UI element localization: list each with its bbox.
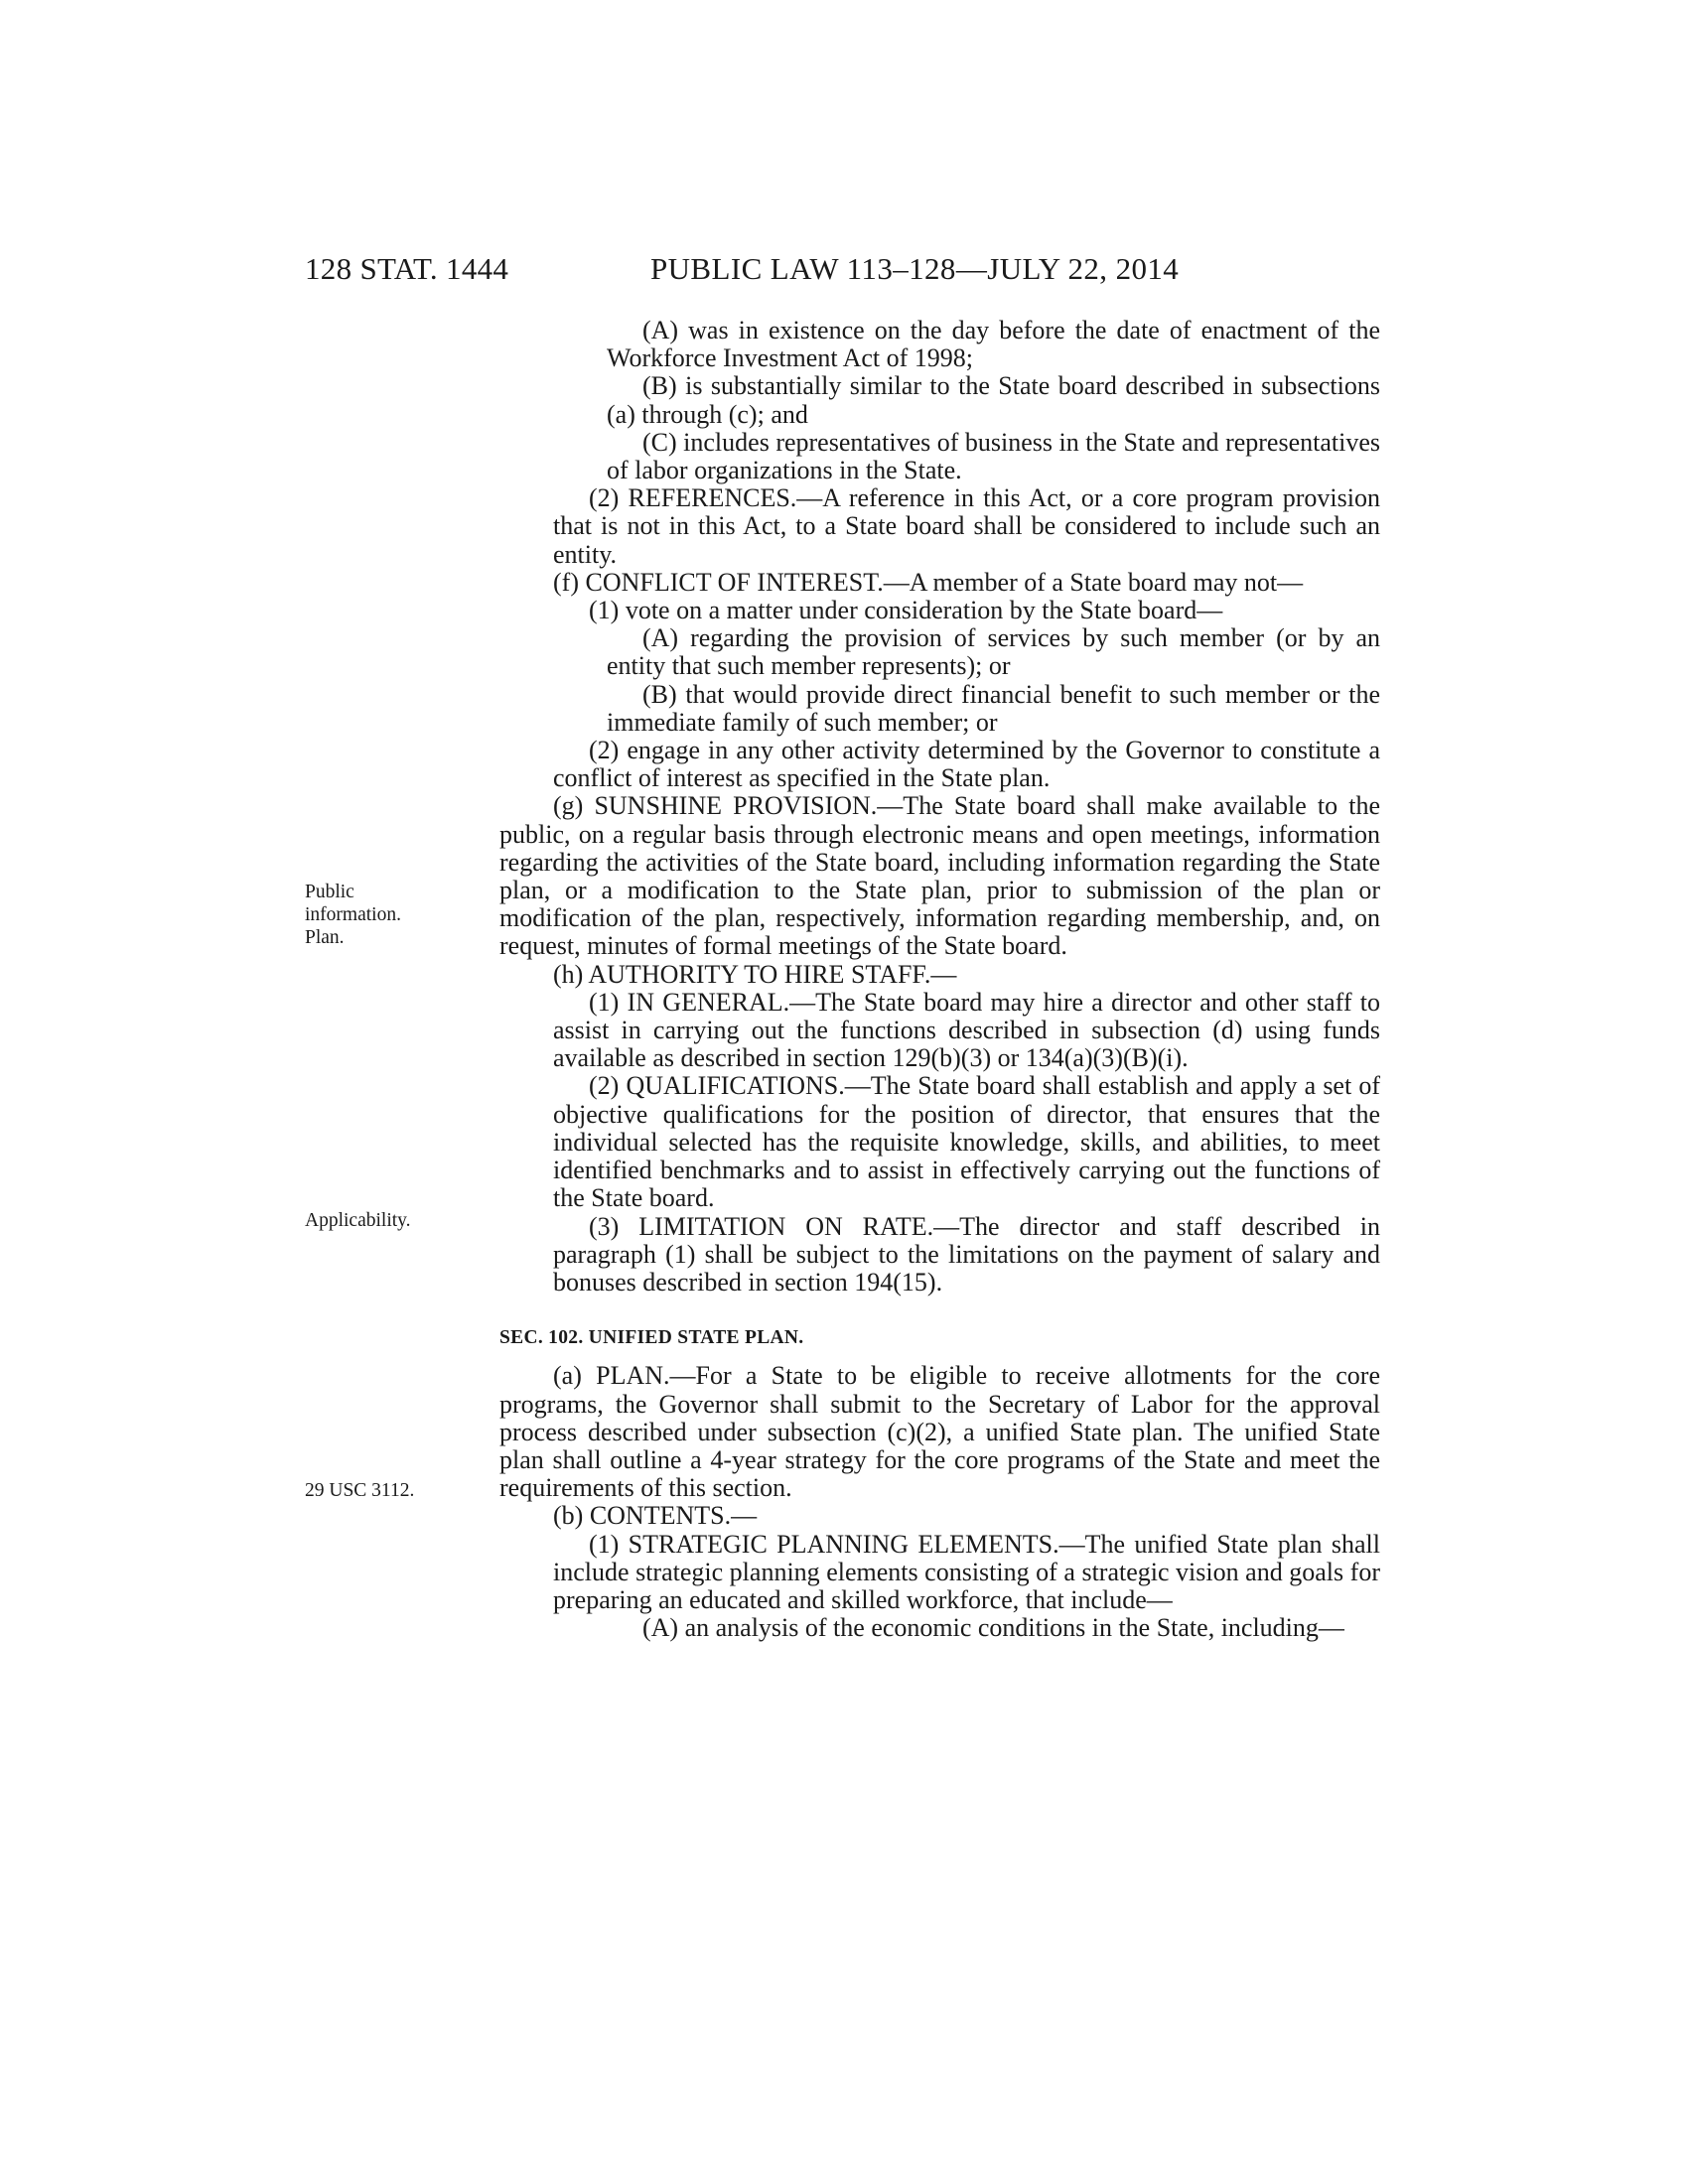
margin-note-applicability: Applicability. xyxy=(305,1210,411,1231)
paragraph: (1) vote on a matter under consideration by the State board— xyxy=(589,596,1223,625)
paragraph: (2) REFERENCES.—A reference in this Act, or a core program provision that is not in this Act, to a State board shall be considered to include such an entity. xyxy=(553,483,1380,569)
paragraph: (A) an analysis of the economic conditions in the State, including— xyxy=(642,1613,1344,1643)
margin-note-public-information xyxy=(305,881,474,949)
margin-note-line: information. xyxy=(305,904,401,925)
paragraph: (B) that would provide direct financial benefit to such member or the immediate family of such member; or xyxy=(607,679,1380,737)
paragraph: (2) engage in any other activity determined by the Governor to constitute a conflict of interest as specified in the State plan. xyxy=(553,736,1380,793)
paragraph: (1) STRATEGIC PLANNING ELEMENTS.—The unified State plan shall include strategic planning elements consisting of a strategic vision and goals for preparing an educated and skilled workforce, that include— xyxy=(553,1529,1380,1614)
section-heading: SEC. 102. UNIFIED STATE PLAN. xyxy=(499,1327,804,1349)
paragraph: (f) CONFLICT OF INTEREST.—A member of a State board may not— xyxy=(553,567,1304,597)
statute-body xyxy=(499,317,1380,1642)
margin-note-line: Public xyxy=(305,882,354,902)
margin-note-line: Plan. xyxy=(305,927,345,948)
paragraph: (1) IN GENERAL.—The State board may hire a director and other staff to assist in carrying out the functions described in subsection (d) using funds available as described in section 129(b)(3) or 134(a)(3)(B)(i). xyxy=(553,987,1380,1073)
paragraph: (3) LIMITATION ON RATE.—The director and staff described in paragraph (1) shall be subject to the limitations on the payment of salary and bonuses described in section 194(15). xyxy=(553,1211,1380,1297)
paragraph: (b) CONTENTS.— xyxy=(553,1501,758,1531)
paragraph: (B) is substantially similar to the State board described in subsections (a) through (c); and xyxy=(607,371,1380,429)
paragraph: (A) regarding the provision of services by such member (or by an entity that such member represents); or xyxy=(607,623,1380,681)
margin-note-usc-citation: 29 USC 3112. xyxy=(305,1480,415,1501)
paragraph: (C) includes representatives of business in the State and representatives of labor organizations in the State. xyxy=(607,427,1380,485)
paragraph: (a) PLAN.—For a State to be eligible to receive allotments for the core programs, the Governor shall submit to the Secretary of Labor for the approval process described under subsection (c)(2), a unified State plan. The unified State plan shall outline a 4-year strategy for the core programs of the State and meet the requirements of this section. xyxy=(499,1361,1380,1503)
paragraph: (h) AUTHORITY TO HIRE STAFF.— xyxy=(553,959,957,989)
running-head-title: PUBLIC LAW 113–128—JULY 22, 2014 xyxy=(650,251,1180,286)
paragraph: (A) was in existence on the day before the date of enactment of the Workforce Investment Act of 1998; xyxy=(607,316,1380,373)
statute-page-number: 128 STAT. 1444 xyxy=(305,251,509,286)
paragraph: (g) SUNSHINE PROVISION.—The State board shall make available to the public, on a regular basis through electronic means and open meetings, information regarding the activities of the State board, including information regarding the State plan, or a modification to the State plan, prior to submission of the plan or modification of the plan, respectively, information regarding membership, and, on request, minutes of formal meetings of the State board. xyxy=(499,791,1380,961)
paragraph: (2) QUALIFICATIONS.—The State board shall establish and apply a set of objective qualifications for the position of director, that ensures that the individual selected has the requisite knowledge, skills, and abilities, to meet identified benchmarks and to assist in effectively carrying out the functions of the State board. xyxy=(553,1071,1380,1213)
